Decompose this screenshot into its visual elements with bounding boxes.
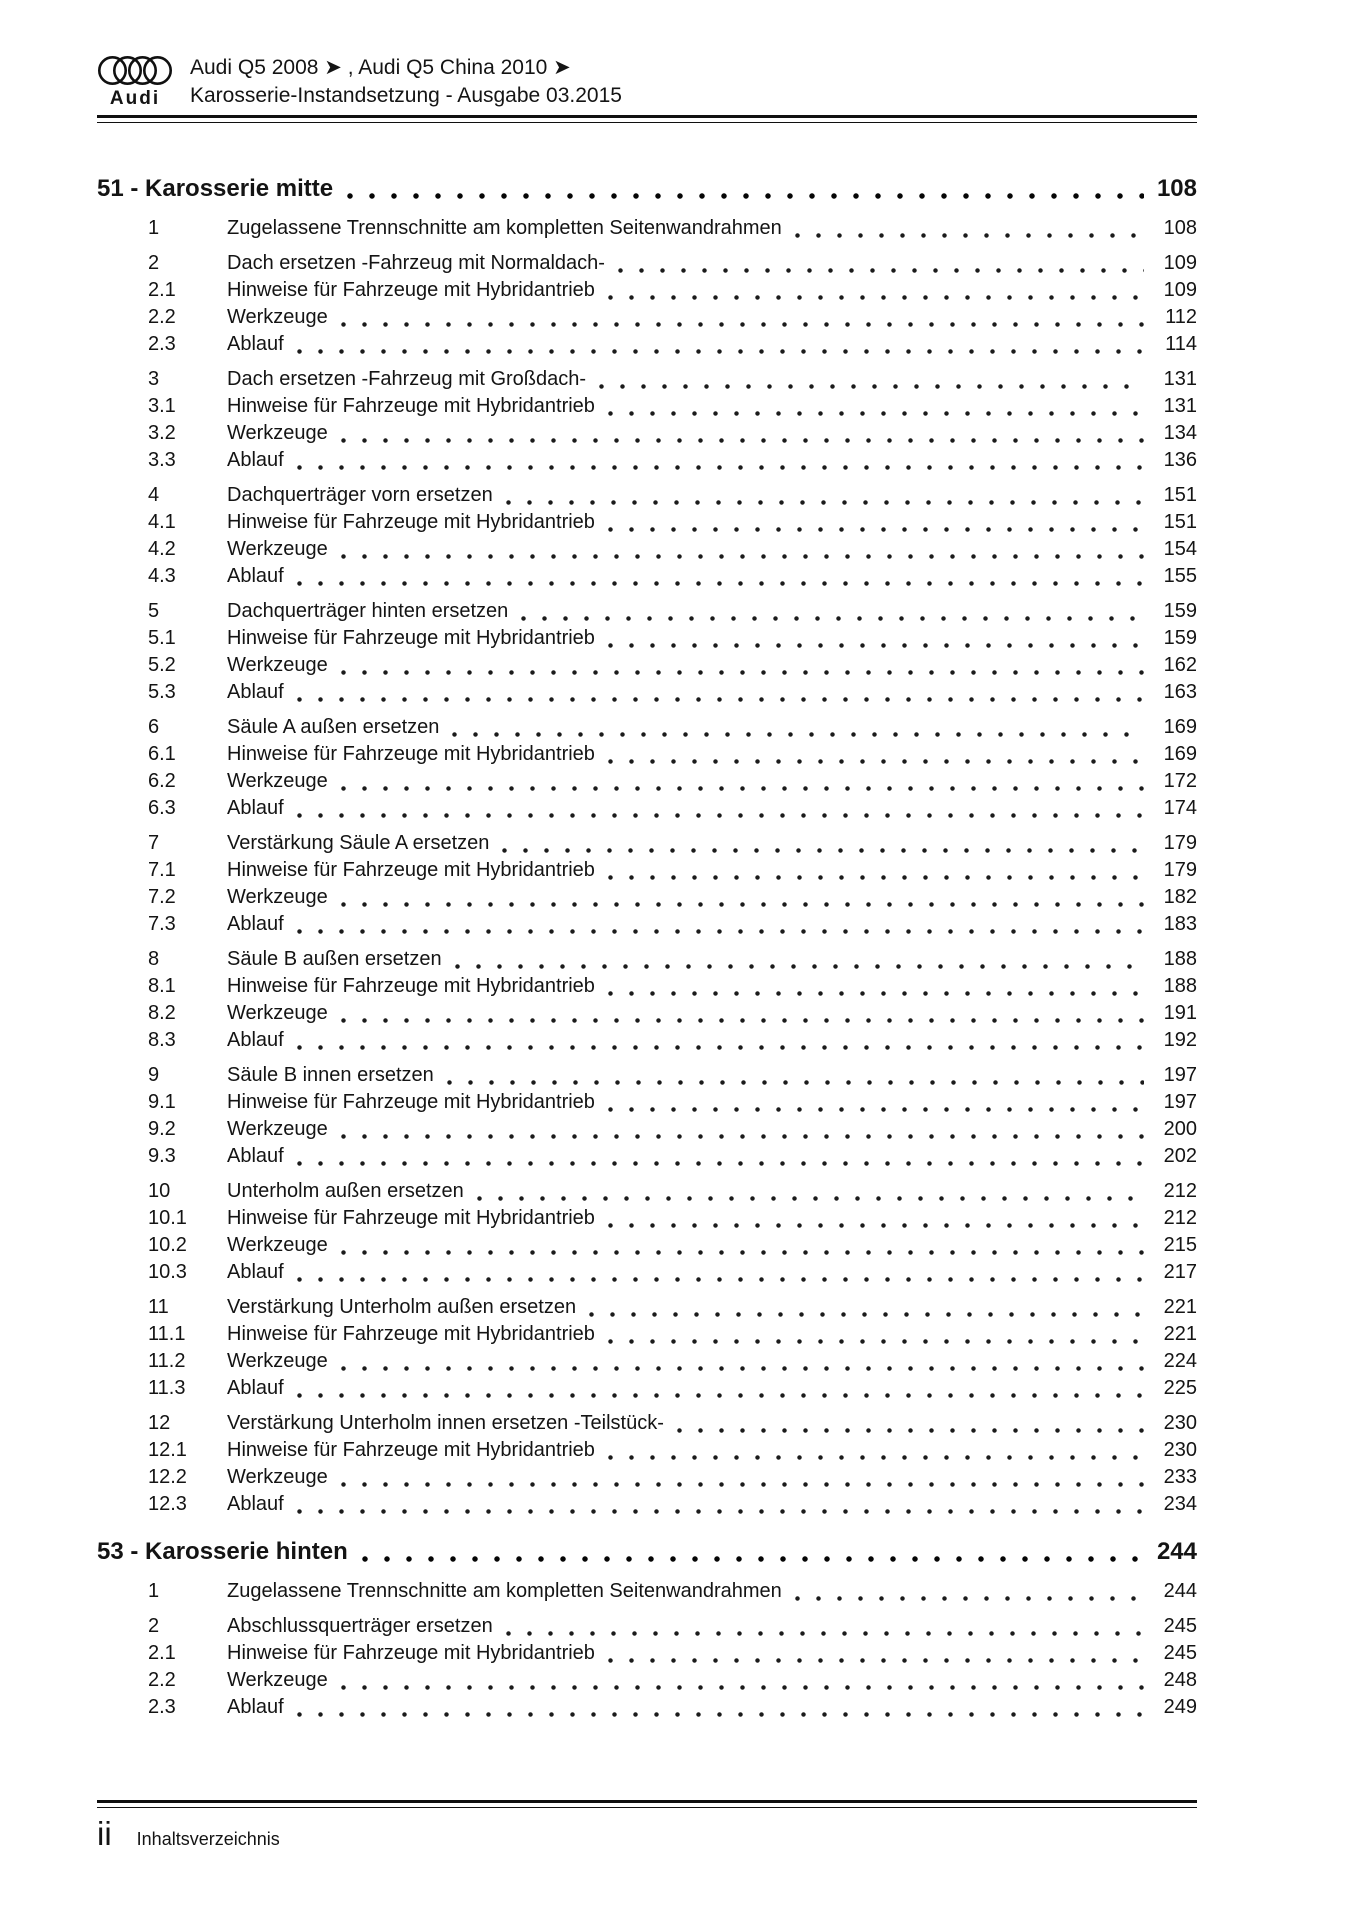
entry-number: 5.2	[148, 654, 176, 676]
dot-leader	[618, 268, 1144, 273]
entry-title: Hinweise für Fahrzeuge mit Hybridantrieb	[227, 1642, 595, 1664]
entry-title: Werkzeuge	[227, 422, 328, 444]
dot-leader	[608, 527, 1144, 532]
entry-page: 154	[1163, 538, 1197, 560]
entry-title: Werkzeuge	[227, 1002, 328, 1024]
entry-number: 7.3	[148, 913, 176, 935]
entry-title: Säule B außen ersetzen	[227, 948, 442, 970]
entry-page: 192	[1163, 1029, 1197, 1051]
entry-number: 7.2	[148, 886, 176, 908]
toc-entry	[97, 420, 1197, 447]
entry-title: Hinweise für Fahrzeuge mit Hybridantrieb	[227, 859, 595, 881]
entry-title: Zugelassene Trennschnitte am kompletten Seitenwandrahmen	[227, 1580, 782, 1602]
toc-entry	[97, 946, 1197, 973]
toc-entry	[97, 393, 1197, 420]
entry-title: Hinweise für Fahrzeuge mit Hybridantrieb	[227, 1323, 595, 1345]
entry-page: 155	[1163, 565, 1197, 587]
entry-number: 4.2	[148, 538, 176, 560]
toc-entry	[97, 482, 1197, 509]
entry-title: Ablauf	[227, 449, 284, 471]
entry-title: Ablauf	[227, 797, 284, 819]
toc-entry	[97, 215, 1197, 242]
entry-title: Verstärkung Säule A ersetzen	[227, 832, 490, 854]
toc-entry	[97, 973, 1197, 1000]
entry-page: 233	[1163, 1466, 1197, 1488]
entry-page: 217	[1163, 1261, 1197, 1283]
entry-number: 10	[148, 1180, 171, 1202]
entry-number: 2.2	[148, 1669, 176, 1691]
entry-page: 188	[1163, 975, 1197, 997]
entry-title: Ablauf	[227, 681, 284, 703]
entry-page: 191	[1163, 1002, 1197, 1024]
audi-wordmark: Audi	[109, 88, 161, 109]
entry-title: Werkzeuge	[227, 1118, 328, 1140]
entry-title: Ablauf	[227, 1377, 284, 1399]
toc-entry	[97, 1259, 1197, 1286]
toc	[97, 173, 1197, 1721]
entry-number: 12.3	[148, 1493, 187, 1515]
entry-number: 6.3	[148, 797, 176, 819]
dot-leader	[341, 438, 1144, 443]
audi-logo	[97, 55, 173, 110]
entry-page: 114	[1165, 333, 1197, 355]
dot-leader	[341, 902, 1144, 907]
dot-leader	[608, 1339, 1144, 1344]
dot-leader	[297, 349, 1144, 354]
entry-number: 11.1	[148, 1323, 186, 1345]
entry-page: 182	[1163, 886, 1197, 908]
entry-number: 3.2	[148, 422, 176, 444]
toc-entry	[97, 304, 1197, 331]
entry-number: 3.3	[148, 449, 176, 471]
entry-number: 8	[148, 948, 160, 970]
entry-number: 12	[148, 1412, 171, 1434]
dot-leader	[297, 929, 1144, 934]
entry-number: 2	[148, 252, 160, 274]
dot-leader	[608, 1223, 1144, 1228]
dot-leader	[455, 964, 1144, 969]
entry-title: Werkzeuge	[227, 1669, 328, 1691]
section-page: 108	[1156, 175, 1197, 202]
entry-page: 221	[1163, 1296, 1197, 1318]
dot-leader	[521, 616, 1144, 621]
entry-title: Ablauf	[227, 333, 284, 355]
entry-title: Werkzeuge	[227, 1350, 328, 1372]
entry-page: 112	[1165, 306, 1197, 328]
entry-page: 136	[1163, 449, 1197, 471]
entry-title: Werkzeuge	[227, 306, 328, 328]
dot-leader	[795, 1596, 1144, 1601]
toc-entry	[97, 652, 1197, 679]
toc-entry	[97, 741, 1197, 768]
entry-number: 10.1	[148, 1207, 187, 1229]
entry-title: Verstärkung Unterholm innen ersetzen -Teilstück-	[227, 1412, 664, 1434]
toc-entry	[97, 366, 1197, 393]
entry-number: 12.1	[148, 1439, 187, 1461]
dot-leader	[447, 1080, 1144, 1085]
dot-leader	[297, 581, 1144, 586]
dot-leader	[297, 1161, 1144, 1166]
entry-page: 183	[1163, 913, 1197, 935]
entry-number: 8.2	[148, 1002, 176, 1024]
dot-leader	[341, 1482, 1144, 1487]
entry-page: 109	[1163, 279, 1197, 301]
toc-entry	[97, 884, 1197, 911]
toc-entry	[97, 1027, 1197, 1054]
dot-leader	[608, 295, 1144, 300]
toc-entry	[97, 1089, 1197, 1116]
entry-number: 2.3	[148, 333, 176, 355]
entry-number: 5.3	[148, 681, 176, 703]
entry-number: 7	[148, 832, 160, 854]
entry-title: Werkzeuge	[227, 654, 328, 676]
toc-entry	[97, 679, 1197, 706]
dot-leader	[297, 465, 1144, 470]
entry-title: Hinweise für Fahrzeuge mit Hybridantrieb	[227, 743, 595, 765]
dot-leader	[341, 554, 1144, 559]
toc-entry	[97, 277, 1197, 304]
dot-leader	[608, 875, 1144, 880]
entry-page: 108	[1163, 217, 1197, 239]
dot-leader	[608, 411, 1144, 416]
entry-number: 2.3	[148, 1696, 176, 1718]
entry-page: 169	[1163, 716, 1197, 738]
dot-leader	[589, 1312, 1144, 1317]
entry-page: 109	[1163, 252, 1197, 274]
toc-entry	[97, 768, 1197, 795]
toc-section	[97, 1536, 1197, 1721]
toc-entry	[97, 1578, 1197, 1605]
entry-number: 4	[148, 484, 160, 506]
entry-title: Unterholm außen ersetzen	[227, 1180, 464, 1202]
entry-page: 249	[1163, 1696, 1197, 1718]
entry-number: 9.3	[148, 1145, 176, 1167]
entry-number: 2.1	[148, 1642, 176, 1664]
entry-page: 179	[1163, 859, 1197, 881]
entry-number: 8.3	[148, 1029, 176, 1051]
toc-entry	[97, 1348, 1197, 1375]
entry-page: 230	[1163, 1439, 1197, 1461]
entry-title: Ablauf	[227, 1261, 284, 1283]
dot-leader	[341, 1018, 1144, 1023]
entry-page: 215	[1163, 1234, 1197, 1256]
entry-number: 9	[148, 1064, 160, 1086]
dot-leader	[608, 991, 1144, 996]
entry-title: Dachquerträger vorn ersetzen	[227, 484, 493, 506]
page-footer	[97, 1816, 1197, 1852]
entry-number: 3.1	[148, 395, 176, 417]
entry-page: 174	[1163, 797, 1197, 819]
entry-title: Hinweise für Fahrzeuge mit Hybridantrieb	[227, 511, 595, 533]
dot-leader	[341, 1134, 1144, 1139]
section-page: 244	[1156, 1538, 1197, 1565]
entry-title: Werkzeuge	[227, 770, 328, 792]
dot-leader	[608, 1658, 1144, 1663]
dot-leader	[341, 322, 1144, 327]
entry-number: 4.3	[148, 565, 176, 587]
entry-page: 162	[1163, 654, 1197, 676]
dot-leader	[608, 1107, 1144, 1112]
toc-entry	[97, 1464, 1197, 1491]
header-divider	[97, 115, 1197, 123]
dot-leader	[341, 1250, 1144, 1255]
entry-number: 10.2	[148, 1234, 187, 1256]
entry-page: 224	[1163, 1350, 1197, 1372]
dot-leader	[608, 759, 1144, 764]
toc-entry	[97, 536, 1197, 563]
toc-entry	[97, 1143, 1197, 1170]
entry-page: 163	[1163, 681, 1197, 703]
entry-title: Dachquerträger hinten ersetzen	[227, 600, 509, 622]
entry-page: 200	[1163, 1118, 1197, 1140]
toc-entry	[97, 857, 1197, 884]
page-header	[97, 54, 1197, 110]
entry-page: 179	[1163, 832, 1197, 854]
entry-number: 10.3	[148, 1261, 187, 1283]
toc-entry	[97, 563, 1197, 590]
dot-leader	[341, 786, 1144, 791]
dot-leader	[297, 1277, 1144, 1282]
toc-section	[97, 173, 1197, 1518]
footer-text: Inhaltsverzeichnis	[136, 1829, 280, 1849]
entry-page: 134	[1163, 422, 1197, 444]
entry-title: Dach ersetzen -Fahrzeug mit Normaldach-	[227, 252, 605, 274]
toc-entry	[97, 1694, 1197, 1721]
toc-entry	[97, 714, 1197, 741]
entry-page: 244	[1163, 1580, 1197, 1602]
entry-number: 3	[148, 368, 160, 390]
entry-number: 1	[148, 217, 160, 239]
dot-leader	[297, 1509, 1144, 1514]
toc-entry	[97, 1410, 1197, 1437]
entry-title: Werkzeuge	[227, 1466, 328, 1488]
entry-number: 11.3	[148, 1377, 186, 1399]
entry-number: 2	[148, 1615, 160, 1637]
entry-title: Dach ersetzen -Fahrzeug mit Großdach-	[227, 368, 587, 390]
toc-entry	[97, 1116, 1197, 1143]
dot-leader	[341, 1366, 1144, 1371]
toc-entry	[97, 331, 1197, 358]
toc-entry	[97, 1613, 1197, 1640]
entry-number: 6.1	[148, 743, 176, 765]
entry-page: 225	[1163, 1377, 1197, 1399]
entry-page: 169	[1163, 743, 1197, 765]
entry-title: Säule B innen ersetzen	[227, 1064, 434, 1086]
entry-page: 131	[1163, 395, 1197, 417]
dot-leader	[297, 1712, 1144, 1717]
dot-leader	[608, 643, 1144, 648]
header-model-line: Audi Q5 2008 ➤ , Audi Q5 China 2010 ➤	[190, 56, 571, 79]
dot-leader	[502, 848, 1144, 853]
dot-leader	[347, 193, 1144, 199]
dot-leader	[297, 813, 1144, 818]
entry-title: Ablauf	[227, 1029, 284, 1051]
entry-page: 221	[1163, 1323, 1197, 1345]
section-title: 53 - Karosserie hinten	[97, 1538, 348, 1565]
entry-number: 4.1	[148, 511, 176, 533]
dot-leader	[297, 1045, 1144, 1050]
entry-number: 7.1	[148, 859, 176, 881]
entry-page: 234	[1163, 1493, 1197, 1515]
entry-title: Abschlussquerträger ersetzen	[227, 1615, 493, 1637]
entry-title: Hinweise für Fahrzeuge mit Hybridantrieb	[227, 975, 595, 997]
toc-entry	[97, 1491, 1197, 1518]
section-heading	[97, 1536, 1197, 1567]
dot-leader	[506, 500, 1144, 505]
footer-block	[97, 1800, 1197, 1920]
entry-title: Säule A außen ersetzen	[227, 716, 440, 738]
entry-number: 9.2	[148, 1118, 176, 1140]
entry-page: 212	[1163, 1207, 1197, 1229]
entry-number: 5	[148, 600, 160, 622]
entry-number: 6.2	[148, 770, 176, 792]
entry-number: 6	[148, 716, 160, 738]
entry-title: Werkzeuge	[227, 538, 328, 560]
dot-leader	[608, 1455, 1144, 1460]
dot-leader	[677, 1428, 1144, 1433]
entry-title: Werkzeuge	[227, 886, 328, 908]
entry-page: 172	[1163, 770, 1197, 792]
entry-title: Hinweise für Fahrzeuge mit Hybridantrieb	[227, 279, 595, 301]
entry-title: Ablauf	[227, 1145, 284, 1167]
entry-title: Hinweise für Fahrzeuge mit Hybridantrieb	[227, 1091, 595, 1113]
toc-entry	[97, 1437, 1197, 1464]
entry-number: 1	[148, 1580, 160, 1602]
dot-leader	[506, 1631, 1144, 1636]
dot-leader	[795, 233, 1144, 238]
entry-page: 197	[1163, 1091, 1197, 1113]
toc-entry	[97, 1375, 1197, 1402]
toc-entry	[97, 1321, 1197, 1348]
toc-entry	[97, 1205, 1197, 1232]
entry-title: Verstärkung Unterholm außen ersetzen	[227, 1296, 577, 1318]
toc-entry	[97, 447, 1197, 474]
toc-entry	[97, 911, 1197, 938]
entry-title: Werkzeuge	[227, 1234, 328, 1256]
entry-page: 151	[1163, 511, 1197, 533]
entry-title: Hinweise für Fahrzeuge mit Hybridantrieb	[227, 627, 595, 649]
toc-entry	[97, 830, 1197, 857]
toc-entry	[97, 598, 1197, 625]
dot-leader	[297, 1393, 1144, 1398]
footer-divider	[97, 1800, 1197, 1808]
entry-number: 11.2	[148, 1350, 186, 1372]
entry-title: Ablauf	[227, 1696, 284, 1718]
entry-page: 248	[1163, 1669, 1197, 1691]
entry-title: Ablauf	[227, 913, 284, 935]
toc-entry	[97, 1178, 1197, 1205]
dot-leader	[297, 697, 1144, 702]
entry-title: Hinweise für Fahrzeuge mit Hybridantrieb	[227, 1207, 595, 1229]
entry-page: 159	[1163, 600, 1197, 622]
entry-page: 212	[1163, 1180, 1197, 1202]
dot-leader	[341, 670, 1144, 675]
section-heading	[97, 173, 1197, 204]
entry-number: 9.1	[148, 1091, 176, 1113]
entry-number: 2.2	[148, 306, 176, 328]
toc-entry	[97, 509, 1197, 536]
entry-number: 5.1	[148, 627, 176, 649]
header-text	[190, 54, 622, 110]
toc-entry	[97, 1667, 1197, 1694]
toc-entry	[97, 1294, 1197, 1321]
dot-leader	[362, 1556, 1144, 1562]
section-title: 51 - Karosserie mitte	[97, 175, 334, 202]
header-title-line: Karosserie-Instandsetzung - Ausgabe 03.2015	[190, 84, 622, 107]
entry-page: 202	[1163, 1145, 1197, 1167]
entry-page: 245	[1163, 1615, 1197, 1637]
entry-page: 159	[1163, 627, 1197, 649]
entry-page: 188	[1163, 948, 1197, 970]
audi-rings-icon	[97, 55, 173, 86]
toc-entry	[97, 1062, 1197, 1089]
entry-page: 245	[1163, 1642, 1197, 1664]
dot-leader	[341, 1685, 1144, 1690]
entry-title: Zugelassene Trennschnitte am kompletten Seitenwandrahmen	[227, 217, 782, 239]
entry-number: 8.1	[148, 975, 176, 997]
toc-entry	[97, 795, 1197, 822]
entry-number: 12.2	[148, 1466, 187, 1488]
entry-number: 2.1	[148, 279, 176, 301]
entry-title: Hinweise für Fahrzeuge mit Hybridantrieb	[227, 1439, 595, 1461]
dot-leader	[599, 384, 1144, 389]
entry-number: 11	[148, 1296, 169, 1318]
dot-leader	[452, 732, 1144, 737]
toc-entry	[97, 250, 1197, 277]
entry-title: Hinweise für Fahrzeuge mit Hybridantrieb	[227, 395, 595, 417]
page-number-label: ii	[97, 1815, 112, 1852]
toc-entry	[97, 1000, 1197, 1027]
entry-title: Ablauf	[227, 1493, 284, 1515]
entry-page: 131	[1163, 368, 1197, 390]
entry-page: 230	[1163, 1412, 1197, 1434]
toc-entry	[97, 1640, 1197, 1667]
entry-title: Ablauf	[227, 565, 284, 587]
toc-entry	[97, 1232, 1197, 1259]
toc-entry	[97, 625, 1197, 652]
entry-page: 197	[1163, 1064, 1197, 1086]
dot-leader	[477, 1196, 1144, 1201]
entry-page: 151	[1163, 484, 1197, 506]
